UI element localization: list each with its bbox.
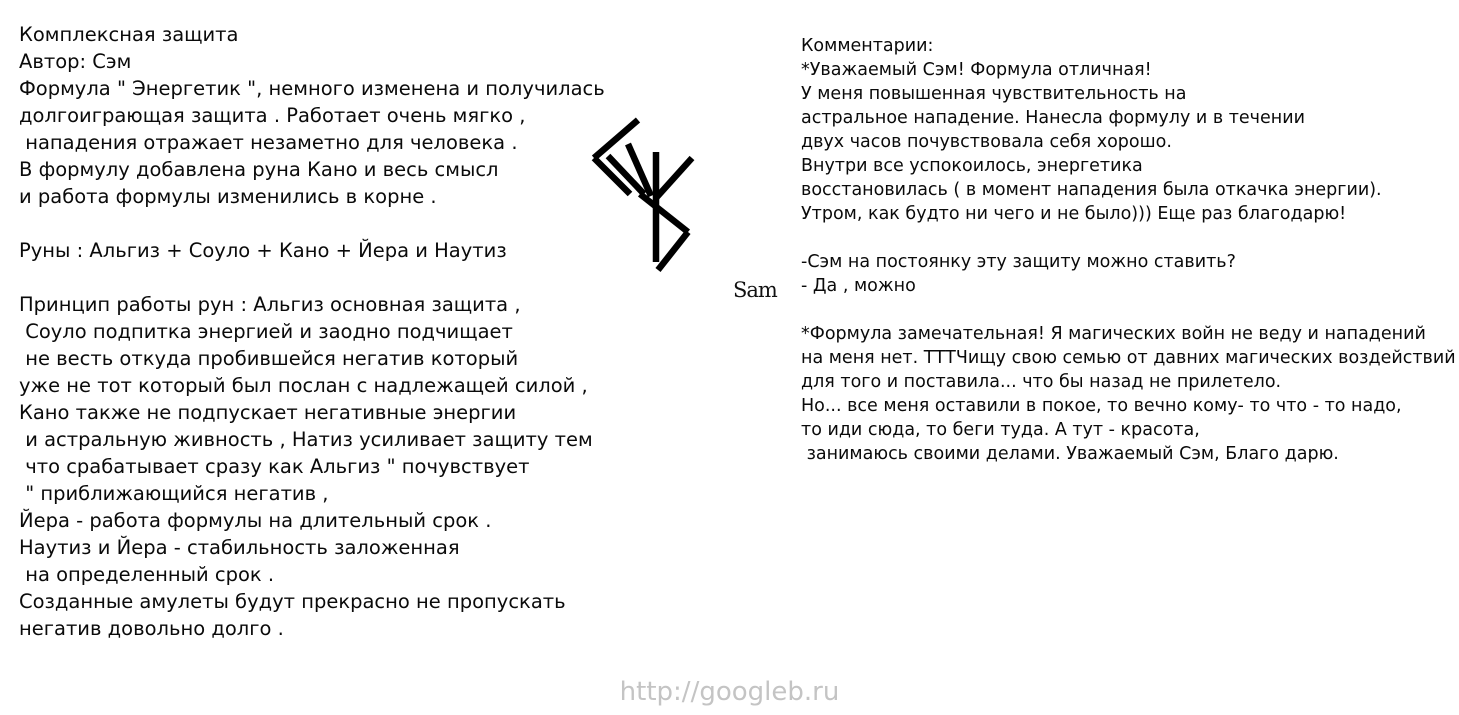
comment-line: для того и поставила... что бы назад не прилетело. — [801, 372, 1282, 392]
description-line: Соуло подпитка энергией и заодно подчищает — [19, 320, 513, 343]
formula-description — [19, 21, 605, 642]
description-line: на определенный срок . — [19, 563, 275, 586]
description-line: " приближающийся негатив , — [19, 482, 329, 505]
description-line: что срабатывает сразу как Альгиз " почувствует — [19, 455, 530, 478]
description-line: и астральную живность , Натиз усиливает защиту тем — [19, 428, 593, 451]
comment-line: *Формула замечательная! Я магических войн не веду и нападений — [801, 324, 1426, 344]
description-line: Йера - работа формулы на длительный срок . — [19, 509, 492, 532]
comment-line: Внутри все успокоилось, энергетика — [801, 156, 1143, 176]
comment-line: Но... все меня оставили в покое, то вечно кому- то что - то надо, — [801, 396, 1402, 416]
comment-line: на меня нет. ТТТЧищу свою семью от давних магических воздействий — [801, 348, 1456, 368]
comment-line — [801, 226, 1456, 250]
bind-rune-icon — [588, 116, 700, 276]
description-line: Кано также не подпускает негативные энергии — [19, 401, 517, 424]
comment-line: занимаюсь своими делами. Уважаемый Сэм, Благо дарю. — [801, 444, 1339, 464]
comment-line: то иди сюда, то беги туда. А тут - красота, — [801, 420, 1200, 440]
comment-line: У меня повышенная чувствительность на — [801, 84, 1187, 104]
description-line: не весть откуда пробившейся негатив который — [19, 347, 519, 370]
description-line: Принцип работы рун : Альгиз основная защита , — [19, 293, 521, 316]
description-line: уже не тот который был послан с надлежащей силой , — [19, 374, 588, 397]
source-watermark: http://googleb.ru — [619, 677, 840, 707]
description-line — [19, 264, 605, 291]
author-signature: Sam — [733, 278, 777, 302]
description-line — [19, 210, 605, 237]
description-line: нападения отражает незаметно для человека . — [19, 131, 518, 154]
comment-line: - Да , можно — [801, 276, 916, 296]
comments-section — [801, 34, 1456, 466]
description-line: Автор: Сэм — [19, 50, 132, 73]
description-line: В формулу добавлена руна Кано и весь смысл — [19, 158, 499, 181]
comment-line — [801, 298, 1456, 322]
description-line: Наутиз и Йера - стабильность заложенная — [19, 536, 460, 559]
comment-line: двух часов почувствовала себя хорошо. — [801, 132, 1172, 152]
comment-line: Утром, как будто ни чего и не было))) Еще раз благодарю! — [801, 204, 1347, 224]
comment-line: -Сэм на постоянку эту защиту можно ставить? — [801, 252, 1236, 272]
description-line: Руны : Альгиз + Соуло + Кано + Йера и Наутиз — [19, 239, 507, 262]
description-line: Формула " Энергетик ", немного изменена и получилась — [19, 77, 605, 100]
description-line: долгоиграющая защита . Работает очень мягко , — [19, 104, 526, 127]
comment-line: Комментарии: — [801, 36, 934, 56]
comment-line: астральное нападение. Нанесла формулу и в течении — [801, 108, 1305, 128]
description-line: негатив довольно долго . — [19, 617, 284, 640]
comment-line: восстановилась ( в момент нападения была откачка энергии). — [801, 180, 1382, 200]
description-line: Созданные амулеты будут прекрасно не пропускать — [19, 590, 566, 613]
description-line: и работа формулы изменились в корне . — [19, 185, 437, 208]
comment-line: *Уважаемый Сэм! Формула отличная! — [801, 60, 1152, 80]
description-line: Комплексная защита — [19, 23, 239, 46]
